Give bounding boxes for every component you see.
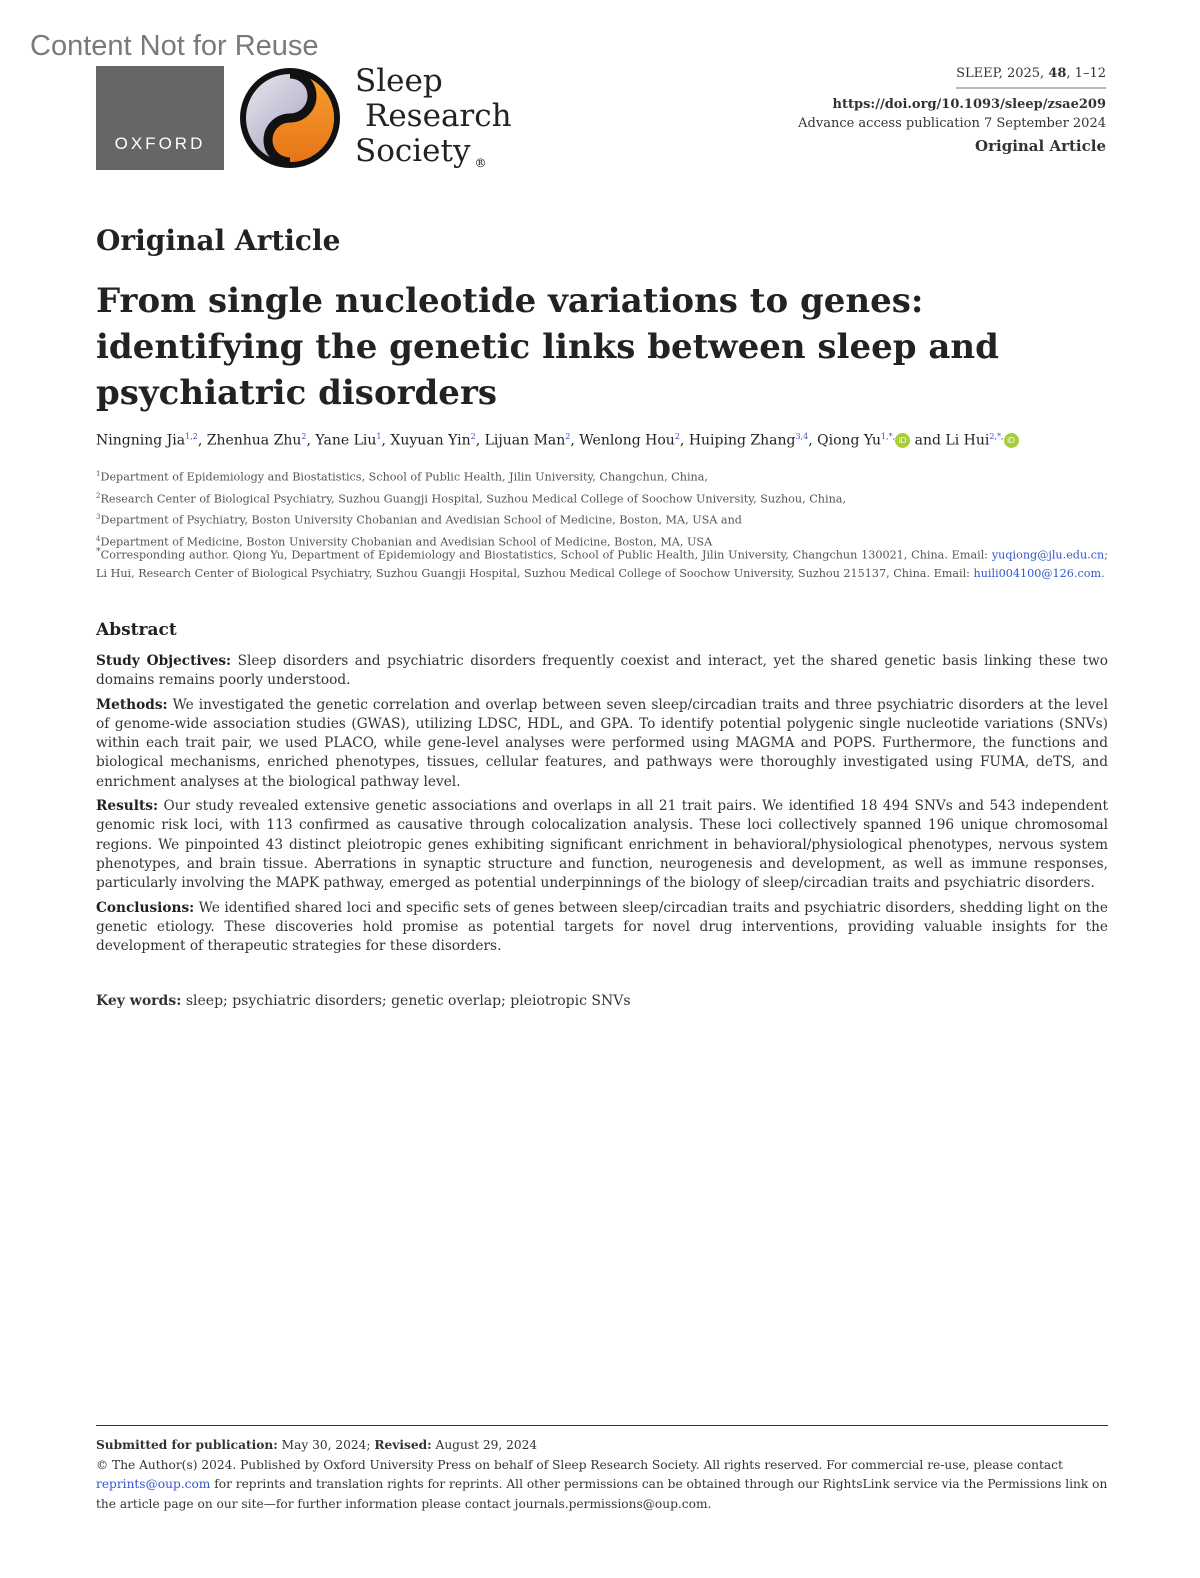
copyright-notice — [96, 1456, 1108, 1515]
keywords-text: sleep; psychiatric disorders; genetic overlap; pleiotropic SNVs — [185, 993, 631, 1009]
copyright-text: © The Author(s) 2024. Published by Oxford University Press on behalf of Sleep Research Society. All rights reserved. For commercial re-use, please contact — [96, 1457, 1063, 1472]
society-name — [355, 64, 512, 169]
revised-date: August 29, 2024 — [435, 1438, 538, 1452]
affiliation-number: 3 — [96, 513, 101, 522]
corresponding-text: . — [1101, 566, 1105, 580]
abstract-section-label: Results: — [96, 798, 159, 815]
affiliation-text: Department of Psychiatry, Boston University Chobanian and Avedisian School of Medicine, Boston, MA, USA and — [100, 514, 742, 528]
abstract-section-label: Study Objectives: — [96, 653, 232, 669]
author-affiliation: 2 — [470, 432, 476, 441]
revised-label: Revised: — [374, 1438, 432, 1452]
orcid-icon[interactable]: iD — [1004, 433, 1019, 448]
email-link[interactable]: huili004100@126.com — [973, 566, 1102, 580]
sleep-research-society-logo-icon — [238, 66, 342, 170]
author-list: Ningning Jia$^{1,2}$, Zhenhua Zhu$^2$, Yane Liu$^1$, Xuyuan Yin$^2$, Lijuan Man$^2$, Wenlong Hou$^2$, Huiping Zhang$^{3,4}$, Qiong $Yu^{1,*,}$ iD and Li Hui$^{2,*,}$ iD — [96, 426, 1108, 452]
author[interactable]: Ningning Jia — [96, 432, 186, 449]
abstract-section — [96, 652, 1108, 691]
abstract-section — [96, 696, 1108, 792]
society-name-line: Sleep — [355, 63, 443, 99]
affiliation-text: Research Center of Biological Psychiatry, Suzhou Guangji Hospital, Suzhou Medical College of Soochow University, Suzhou, China, — [100, 492, 847, 506]
oxford-label: OXFORD — [114, 134, 206, 153]
abstract-section-text: We identified shared loci and specific sets of genes between sleep/circadian traits and psychiatric disorders, shedding light on the genetic etiology. These discoveries hold promise as potential targets for novel drug interventions, providing valuable insights for the development of therapeutic strategies for these disorders. — [96, 899, 1108, 955]
author-affiliation: 3,4 — [795, 432, 809, 441]
author[interactable]: Huiping Zhang — [688, 432, 796, 449]
author[interactable]: Yane Liu — [315, 432, 377, 449]
watermark: Content Not for Reuse — [30, 30, 319, 62]
author[interactable]: Qiong Yu — [817, 432, 881, 449]
article-type: Original Article — [975, 137, 1106, 155]
affiliation-text: Department of Epidemiology and Biostatistics, School of Public Health, Jilin University, Changchun, China, — [100, 470, 708, 484]
author-affiliation: 2,*, — [989, 432, 1004, 441]
author[interactable]: Wenlong Hou — [579, 432, 675, 449]
section-label: Original Article — [96, 224, 341, 257]
author[interactable]: Zhenhua Zhu — [206, 432, 302, 449]
affiliation-text: Department of Medicine, Boston University Chobanian and Avedisian School of Medicine, Boston, MA, USA — [100, 535, 713, 549]
abstract-section — [96, 899, 1108, 957]
affiliation-number: 2 — [96, 491, 101, 500]
author[interactable]: Xuyuan Yin — [390, 432, 471, 449]
affiliation — [96, 487, 1108, 509]
submitted-date: May 30, 2024; — [281, 1438, 371, 1452]
author-affiliation: 2 — [301, 432, 307, 441]
journal-citation — [956, 64, 1106, 89]
affiliation-number: 1 — [96, 470, 101, 478]
affiliation — [96, 508, 1108, 530]
author-affiliation: 1 — [376, 432, 382, 441]
author[interactable]: Lijuan Man — [484, 432, 566, 449]
abstract-section-text: We investigated the genetic correlation and overlap between seven sleep/circadian traits and three psychiatric disorders at the level of genome-wide association studies (GWAS), utilizing LDSC, HDL, and GPA. To identify potential polygenic single nucleotide variations (SNVs) within each trait pair, we used PLACO, while gene-level analyses were performed using MAGMA and POPS. Furthermore, the functions and biological mechanisms, enriched phenotypes, tissues, cellular features, and pathways were thoroughly investigated using FUMA, deTS, and enrichment analyses at the biological pathway level. — [96, 696, 1108, 790]
abstract-heading: Abstract — [96, 620, 177, 640]
abstract-section — [96, 797, 1108, 893]
email-link[interactable]: yuqiong@jlu.edu.cn — [991, 548, 1105, 562]
footer — [96, 1436, 1108, 1514]
corresponding-text: ; Li Hui, Research Center of Biological Psychiatry, Suzhou Guangji Hospital, Suzhou Medical College of Soochow University, Suzhou 215137, China. Email: — [96, 548, 1108, 580]
copyright-text: for reprints and translation rights for reprints. All other permissions can be obtained through our RightsLink service via the Permissions link on the article page on our site—for further information please contact journals.permissions@oup.com. — [96, 1477, 1108, 1511]
corresponding-text: Corresponding author. Qiong Yu, Department of Epidemiology and Biostatistics, School of Public Health, Jilin University, Changchun 130021, China. Email: — [100, 548, 992, 562]
submitted-label: Submitted for publication: — [96, 1438, 278, 1452]
submission-dates — [96, 1436, 1108, 1456]
affiliations — [96, 465, 1108, 552]
keywords — [96, 993, 1108, 1009]
society-name-line: Research — [365, 98, 512, 134]
reprints-email-link[interactable]: reprints@oup.com — [96, 1477, 211, 1491]
abstract-section-text: Our study revealed extensive genetic associations and overlaps in all 21 trait pairs. We identified 18 494 SNVs and 543 independent genomic risk loci, with 113 confirmed as causative through colocalization analysis. These loci collectively spanned 196 unique chromosomal regions. We pinpointed 43 distinct pleiotropic genes exhibiting significant enrichment in behavioral/physiological phenotypes, nervous system phenotypes, and brain tissue. Aberrations in synaptic structure and function, neurogenesis and development, as well as immune responses, particularly involving the MAPK pathway, emerged as potential underpinnings of the biology of sleep/circadian traits and psychiatric disorders. — [96, 798, 1108, 892]
author-affiliation: 1,*, — [880, 432, 896, 441]
author-conjunction: and — [914, 432, 941, 449]
abstract-section-label: Conclusions: — [96, 899, 195, 916]
author-affiliation: 2 — [674, 432, 680, 441]
author[interactable]: Li Hui — [945, 432, 990, 449]
abstract-section-text: Sleep disorders and psychiatric disorders frequently coexist and interact, yet the shared genetic basis linking these two domains remains poorly understood. — [96, 653, 1108, 689]
registered-mark: ® — [474, 156, 487, 170]
corresponding-author — [96, 543, 1108, 583]
author-affiliation: 1,2 — [185, 432, 198, 441]
journal-name: SLEEP, 2025, — [956, 66, 1049, 81]
society-name-line: Society — [355, 133, 471, 169]
corresponding-mark: * — [96, 546, 101, 557]
doi-link[interactable]: https://doi.org/10.1093/sleep/zsae209 — [832, 97, 1106, 112]
author-affiliation: 2 — [565, 432, 571, 441]
masthead — [798, 64, 1106, 156]
affiliation-number: 4 — [96, 535, 101, 544]
affiliation — [96, 465, 1108, 487]
article-title: From single nucleotide variations to genes: identifying the genetic links between sleep and psychiatric disorders — [96, 281, 999, 413]
orcid-icon[interactable]: iD — [895, 433, 910, 448]
oxford-logo — [96, 66, 224, 170]
abstract-section-label: Methods: — [96, 696, 168, 713]
keywords-label: Key words: — [96, 993, 182, 1009]
journal-pages: , 1–12 — [1066, 66, 1106, 81]
abstract-body — [96, 652, 1108, 961]
advance-access: Advance access publication 7 September 2024 — [798, 116, 1106, 131]
footer-divider — [96, 1425, 1108, 1426]
journal-volume: 48 — [1048, 66, 1067, 81]
